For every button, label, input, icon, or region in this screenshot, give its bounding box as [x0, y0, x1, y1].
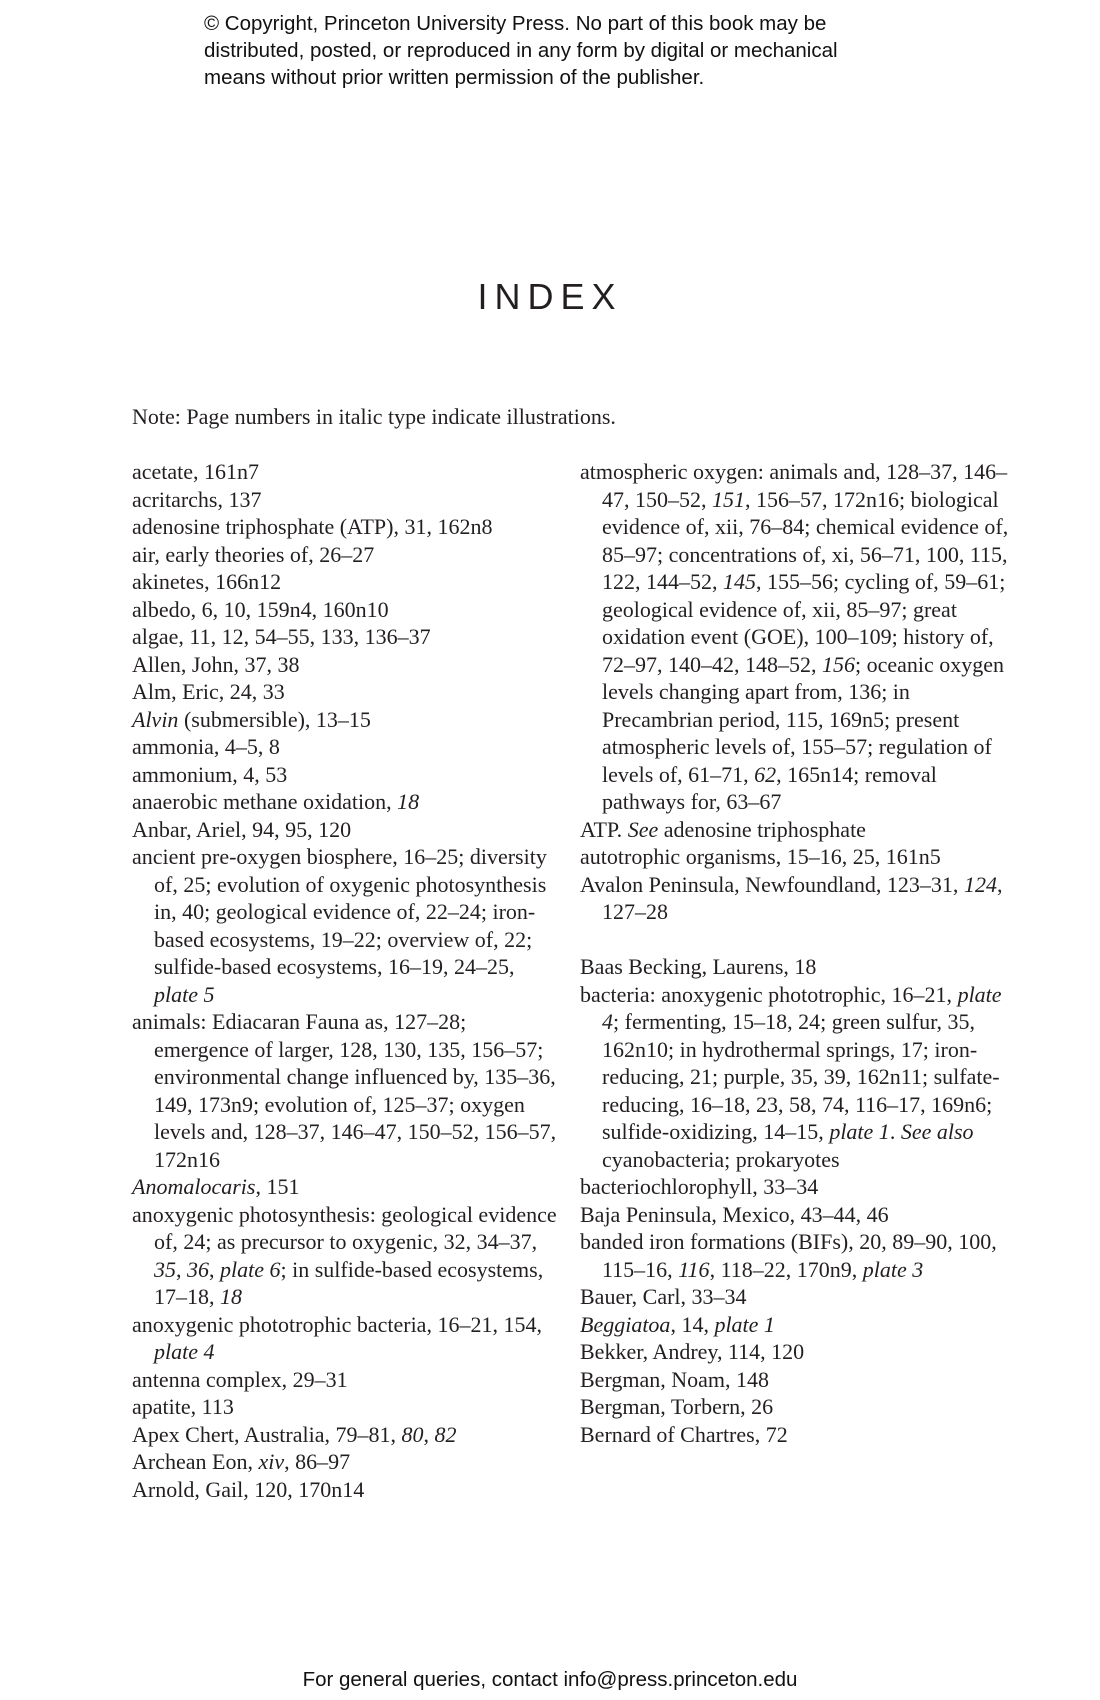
index-entry: antenna complex, 29–31: [132, 1366, 348, 1392]
copyright-notice: [204, 10, 964, 91]
index-entry: anaerobic methane oxidation, 18: [132, 789, 420, 814]
index-entry: bacteria: anoxygenic phototrophic, 16–21, plate 4; fermenting, 15–18, 24; green sulfur, 35, 162n10; in hydrothermal springs, 17; iron-reducing, 21; purple, 35, 39, 162n11; sulfate-reducing, 16–18, 23, 58, 74, 116–17, 169n6; sulfide-oxidizing, 14–15, plate 1. See also cyanobacteria; prokaryotes: [580, 981, 1002, 1172]
index-entry: ancient pre-oxygen biosphere, 16–25; diversity of, 25; evolution of oxygenic photosynthesis in, 40; geological evidence of, 22–24; iron-based ecosystems, 19–22; overview of, 22; sulfide-based ecosystems, 16–19, 24–25, plate 5: [132, 844, 547, 1007]
index-entry: acritarchs, 137: [132, 486, 262, 512]
index-entry: albedo, 6, 10, 159n4, 160n10: [132, 596, 389, 622]
copyright-line: © Copyright, Princeton University Press. No part of this book may be: [204, 12, 827, 35]
index-entry: anoxygenic photosynthesis: geological evidence of, 24; as precursor to oxygenic, 32, 34–37, 35, 36, plate 6; in sulfide-based ecosystems, 17–18, 18: [132, 1201, 557, 1309]
index-entry: anoxygenic phototrophic bacteria, 16–21, 154, plate 4: [132, 1311, 542, 1364]
index-entry: Alvin (submersible), 13–15: [132, 706, 371, 732]
footer-contact: For general queries, contact info@press.princeton.edu: [302, 1668, 798, 1691]
copyright-line: means without prior written permission of the publisher.: [204, 66, 705, 89]
index-entry: Archean Eon, xiv, 86–97: [132, 1449, 351, 1474]
index-entry: Alm, Eric, 24, 33: [132, 679, 285, 704]
index-entry: Allen, John, 37, 38: [132, 651, 300, 677]
index-entry: Bergman, Torbern, 26: [580, 1394, 774, 1419]
page-title: INDEX: [477, 276, 623, 317]
index-entry: Bekker, Andrey, 114, 120: [580, 1339, 805, 1364]
index-entry: autotrophic organisms, 15–16, 25, 161n5: [580, 844, 941, 869]
index-entry: algae, 11, 12, 54–55, 133, 136–37: [132, 624, 431, 649]
index-column-left: [132, 458, 557, 1503]
index-entry: air, early theories of, 26–27: [132, 541, 375, 567]
index-entry: Bernard of Chartres, 72: [580, 1421, 788, 1447]
index-entry: Anomalocaris, 151: [132, 1174, 300, 1199]
index-entry: atmospheric oxygen: animals and, 128–37, 146–47, 150–52, 151, 156–57, 172n16; biological evidence of, xii, 76–84; chemical evidence of, 85–97; concentrations of, xi, 56–71, 100, 115, 122, 144–52, 145, 155–56; cycling of, 59–61; geological evidence of, xii, 85–97; great oxidation event (GOE), 100–109; history of, 72–97, 140–42, 148–52, 156; oceanic oxygen levels changing apart from, 136; in Precambrian period, 115, 169n5; present atmospheric levels of, 155–57; regulation of levels of, 61–71, 62, 165n14; removal pathways for, 63–67: [580, 459, 1009, 814]
copyright-line: distributed, posted, or reproduced in any form by digital or mechanical: [204, 39, 838, 62]
index-entry: Beggiatoa, 14, plate 1: [580, 1311, 775, 1337]
index-entry: ammonia, 4–5, 8: [132, 734, 280, 759]
index-entry: Avalon Peninsula, Newfoundland, 123–31, 124, 127–28: [580, 871, 1003, 924]
index-entry: ATP. See adenosine triphosphate: [580, 816, 866, 842]
index-entry: Anbar, Ariel, 94, 95, 120: [132, 816, 352, 842]
index-entry: banded iron formations (BIFs), 20, 89–90, 100, 115–16, 116, 118–22, 170n9, plate 3: [580, 1229, 997, 1282]
index-entry: bacteriochlorophyll, 33–34: [580, 1174, 819, 1199]
index-entry: Bergman, Noam, 148: [580, 1366, 770, 1392]
index-entry: Apex Chert, Australia, 79–81, 80, 82: [132, 1421, 457, 1447]
index-entry: Bauer, Carl, 33–34: [580, 1284, 747, 1309]
index-entry: Baja Peninsula, Mexico, 43–44, 46: [580, 1201, 889, 1227]
section-gap: [580, 926, 1010, 954]
index-entry: apatite, 113: [132, 1394, 234, 1419]
index-entry: adenosine triphosphate (ATP), 31, 162n8: [132, 514, 493, 539]
index-entry: ammonium, 4, 53: [132, 761, 288, 787]
index-entry: Baas Becking, Laurens, 18: [580, 954, 817, 979]
index-note: Note: Page numbers in italic type indicate illustrations.: [132, 404, 616, 429]
index-entry: acetate, 161n7: [132, 459, 260, 484]
index-entry: animals: Ediacaran Fauna as, 127–28; emergence of larger, 128, 130, 135, 156–57; environmental change influenced by, 135–36, 149, 173n9; evolution of, 125–37; oxygen levels and, 128–37, 146–47, 150–52, 156–57, 172n16: [132, 1009, 557, 1172]
index-column-right: [580, 458, 1010, 1448]
index-entry: akinetes, 166n12: [132, 569, 282, 594]
index-entry: Arnold, Gail, 120, 170n14: [132, 1476, 365, 1502]
